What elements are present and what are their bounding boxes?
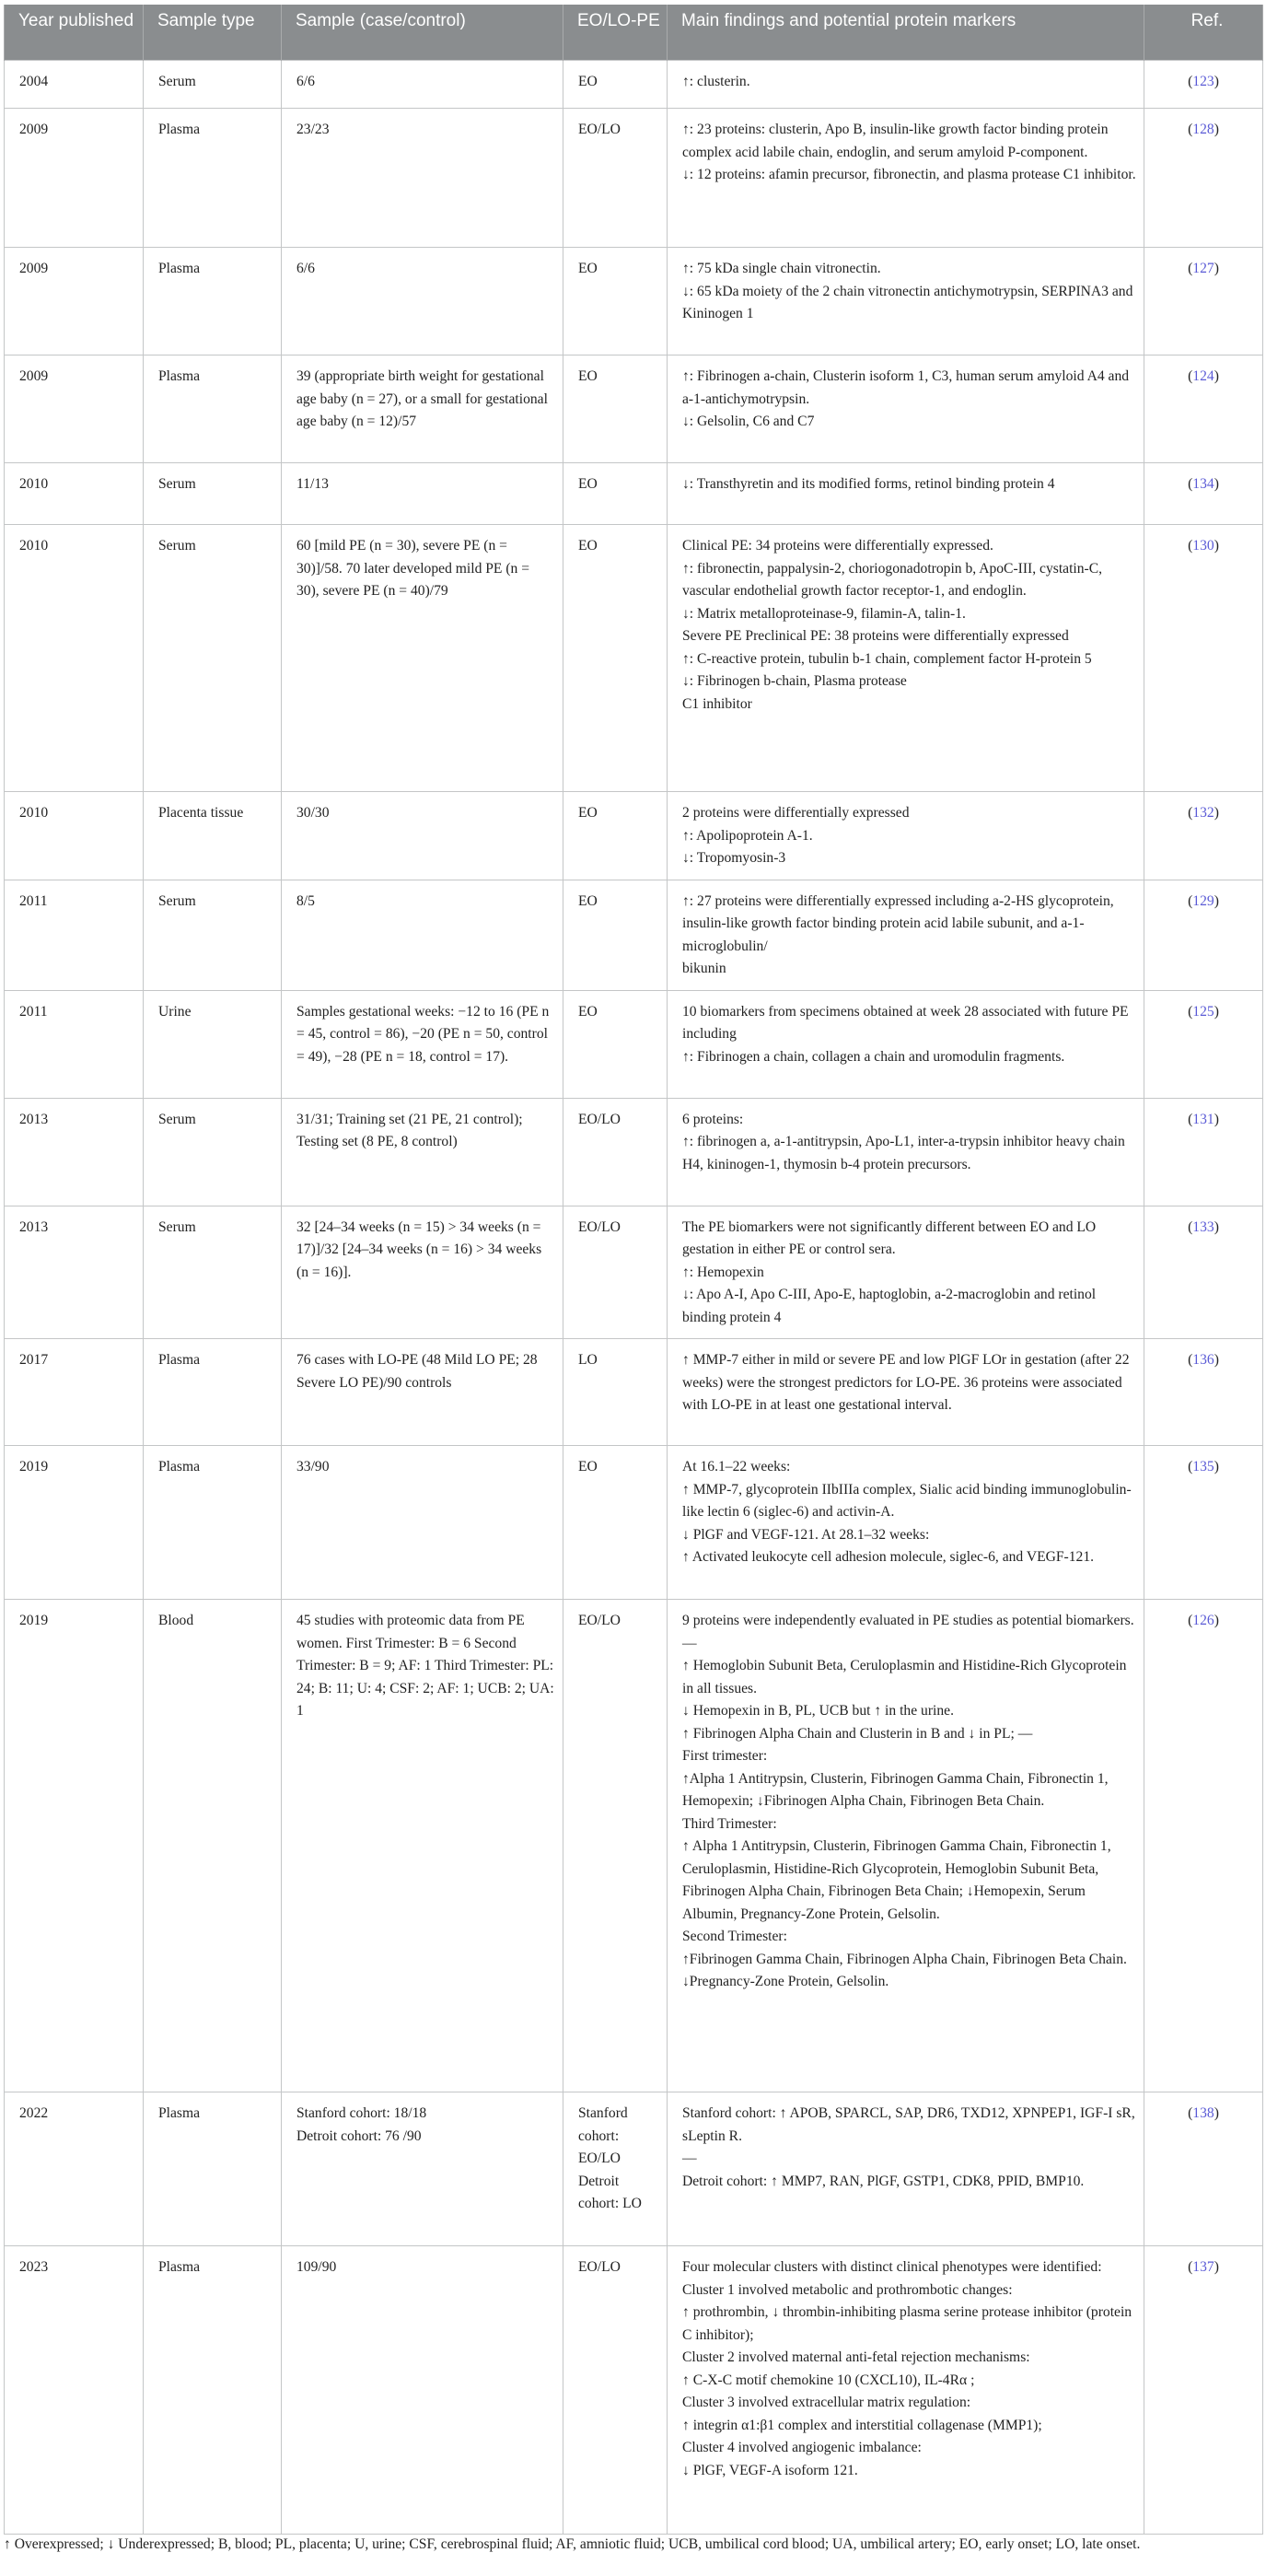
cell-eolo [563,880,668,990]
eolo-line: EO [578,261,598,276]
cell-sample [282,2092,563,2246]
reference-link[interactable]: 132 [1192,805,1214,821]
cell-eolo [563,1600,668,2092]
finding-line: ↑: Fibrinogen a-chain, Clusterin isoform 1, C3, human serum amyloid A4 and a-1-antichymotrypsin. [682,368,1130,407]
cell-sample [282,1206,563,1339]
ref-paren-close: ) [1214,74,1219,89]
ref-paren-open: ( [1188,892,1193,909]
cell-ref [1144,2246,1263,2535]
reference-link[interactable]: 134 [1192,476,1214,492]
finding-line: 9 proteins were independently evaluated in PE studies as potential biomarkers. [682,1613,1134,1628]
cell-ref [1144,2092,1263,2246]
finding-line: 6 proteins: [682,1111,744,1127]
ref-paren-open: ( [1188,1352,1193,1368]
cell-year: 2010 [5,525,144,792]
finding-line: ↓ PlGF, VEGF-A isoform 121. [682,2462,858,2478]
sample-line: Stanford cohort: 18/18 [296,2105,427,2121]
ref-paren-open: ( [1188,74,1193,89]
table-row [5,356,1263,463]
cell-sample-type: Serum [144,1206,282,1339]
finding-line: ↑ Alpha 1 Antitrypsin, Clusterin, Fibrinogen Gamma Chain, Fibronectin 1, Ceruloplasmin, Histidine-Rich Glycoprotein, Hemoglobin Subunit Beta, Fibrinogen Alpha Chain, Fibrinogen Beta Chain; ↓Hemopexin, Serum Albumin, Pregnancy-Zone Protein, Gelsolin. [682,1838,1111,1922]
finding-line: ↓: Gelsolin, C6 and C7 [682,414,815,429]
reference-link[interactable]: 138 [1192,2105,1214,2121]
cell-year: 2009 [5,356,144,463]
finding-line: ↑: Fibrinogen a chain, collagen a chain and uromodulin fragments. [682,1048,1065,1065]
finding-line: At 16.1–22 weeks: [682,1459,791,1474]
finding-line: Clinical PE: 34 proteins were differentially expressed. [682,538,993,554]
sample-line: 39 (appropriate birth weight for gestational age baby (n = 27), or a small for gestational age baby (n = 12)/57 [296,368,548,429]
ref-paren-close: ) [1214,805,1219,821]
finding-line: ↑: C-reactive protein, tubulin b-1 chain, complement factor H-protein 5 [682,650,1092,667]
eolo-line: Detroit cohort: LO [578,2173,642,2211]
reference-link[interactable]: 125 [1192,1003,1214,1020]
ref-paren-open: ( [1188,1003,1193,1020]
cell-sample-type: Serum [144,525,282,792]
table-footnote: ↑ Overexpressed; ↓ Underexpressed; B, blood; PL, placenta; U, urine; CSF, cerebrospinal fluid; AF, amniotic fluid; UCB, umbilical cord blood; UA, umbilical artery; EO, early onset; LO, late onset. [4,2536,1141,2552]
cell-sample [282,248,563,356]
cell-year: 2009 [5,109,144,248]
sample-line: 30/30 [296,805,330,821]
header-ref: Ref. [1144,5,1263,61]
cell-eolo [563,990,668,1098]
eolo-line: EO/LO [578,2259,621,2275]
sample-line: 33/90 [296,1459,330,1474]
eolo-line: EO [578,538,598,554]
cell-sample-type: Urine [144,990,282,1098]
finding-line: ↑: fibrinogen a, a-1-antitrypsin, Apo-L1, inter-a-trypsin inhibitor heavy chain H4, kininogen-1, thymosin b-4 protein precursors. [682,1134,1125,1172]
eolo-line: EO/LO [578,1218,621,1235]
cell-sample [282,2246,563,2535]
finding-line: ↓: 12 proteins: afamin precursor, fibronectin, and plasma protease C1 inhibitor. [682,167,1136,182]
header-sample-type: Sample type [144,5,282,61]
cell-ref [1144,1600,1263,2092]
sample-line: 6/6 [296,261,315,276]
finding-line: ↓Pregnancy-Zone Protein, Gelsolin. [682,1974,889,1989]
ref-paren-close: ) [1214,1003,1219,1020]
cell-year: 2022 [5,2092,144,2246]
table-row [5,463,1263,525]
cell-eolo [563,2246,668,2535]
cell-sample-type: Plasma [144,356,282,463]
header-eolo: EO/LO-PE [563,5,668,61]
reference-link[interactable]: 133 [1192,1218,1214,1235]
table-row [5,248,1263,356]
cell-sample [282,990,563,1098]
ref-paren-close: ) [1214,1111,1219,1127]
cell-sample-type: Plasma [144,2246,282,2535]
cell-findings [668,248,1144,356]
eolo-line: EO/LO [578,1111,621,1127]
cell-sample [282,463,563,525]
finding-line: Stanford cohort: ↑ APOB, SPARCL, SAP, DR6, TXD12, XPNPEP1, IGF-I sR, sLeptin R. [682,2105,1135,2144]
ref-paren-open: ( [1188,2105,1193,2121]
finding-line: ↓ Hemopexin in B, PL, UCB but ↑ in the urine. [682,1703,954,1719]
reference-link[interactable]: 135 [1192,1459,1214,1474]
header-sample: Sample (case/control) [282,5,563,61]
sample-line: 45 studies with proteomic data from PE women. First Trimester: B = 6 Second Trimester: B = 9; AF: 1 Third Trimester: PL: 24; B: 11; U: 4; CSF: 2; AF: 1; UCB: 2; UA: 1 [296,1613,554,1719]
reference-link[interactable]: 126 [1192,1613,1214,1628]
finding-line: ↑ C-X-C motif chemokine 10 (CXCL10), IL-4Rα ; [682,2372,975,2388]
reference-link[interactable]: 129 [1192,892,1214,909]
cell-eolo [563,1339,668,1446]
cell-year: 2004 [5,61,144,109]
cell-sample-type: Serum [144,880,282,990]
finding-line: ↑ prothrombin, ↓ thrombin-inhibiting plasma serine protease inhibitor (protein C inhibitor); [682,2304,1132,2343]
cell-ref [1144,1339,1263,1446]
cell-eolo [563,525,668,792]
cell-eolo [563,792,668,880]
finding-line: ↑ MMP-7, glycoprotein IIbIIIa complex, Sialic acid binding immunoglobulin-like lectin 6 (siglec-6) and activin-A. [682,1481,1132,1520]
finding-line: — [682,2151,697,2166]
cell-ref [1144,61,1263,109]
eolo-line: EO/LO [578,1613,621,1628]
ref-paren-close: ) [1214,538,1219,554]
reference-link[interactable]: 123 [1192,74,1214,89]
cell-findings [668,2246,1144,2535]
cell-year: 2011 [5,990,144,1098]
cell-sample [282,61,563,109]
reference-link[interactable]: 124 [1192,368,1214,384]
ref-paren-close: ) [1214,1352,1219,1368]
reference-link[interactable]: 127 [1192,261,1214,276]
reference-link[interactable]: 128 [1192,122,1214,137]
finding-line: ↓: Fibrinogen b-chain, Plasma protease [682,673,907,689]
ref-paren-open: ( [1188,476,1193,492]
sample-line: 60 [mild PE (n = 30), severe PE (n = 30)]/58. 70 later developed mild PE (n = 30), severe PE (n = 40)/79 [296,538,530,599]
finding-line: — [682,1635,697,1651]
table-row [5,109,1263,248]
table-row [5,61,1263,109]
finding-line: Third Trimester: [682,1815,777,1832]
cell-findings [668,1339,1144,1446]
cell-sample-type: Plasma [144,1446,282,1600]
cell-findings [668,1206,1144,1339]
cell-year: 2009 [5,248,144,356]
eolo-line: EO [578,74,598,89]
ref-paren-open: ( [1188,261,1193,276]
cell-eolo [563,463,668,525]
eolo-line: EO [578,476,598,492]
finding-line: Cluster 1 involved metabolic and prothrombotic changes: [682,2281,1013,2298]
cell-findings [668,109,1144,248]
reference-link[interactable]: 130 [1192,538,1214,554]
cell-year: 2013 [5,1098,144,1206]
cell-year: 2017 [5,1339,144,1446]
cell-year: 2019 [5,1600,144,2092]
sample-line: 6/6 [296,74,315,89]
cell-ref [1144,1446,1263,1600]
finding-line: ↑: fibronectin, pappalysin-2, choriogonadotropin b, ApoC-III, cystatin-C, vascular endothelial growth factor receptor-1, and endoglin. [682,560,1103,599]
cell-sample [282,525,563,792]
ref-paren-close: ) [1214,1613,1219,1628]
cell-ref [1144,109,1263,248]
cell-sample [282,792,563,880]
finding-line: ↑: Apolipoprotein A-1. [682,827,813,844]
finding-line: Cluster 4 involved angiogenic imbalance: [682,2440,922,2455]
finding-line: bikunin [682,961,726,976]
finding-line: ↑: Hemopexin [682,1264,764,1280]
finding-line: ↓: Tropomyosin-3 [682,850,786,866]
table-row [5,1600,1263,2092]
cell-sample-type: Plasma [144,1339,282,1446]
ref-paren-close: ) [1214,2259,1219,2275]
eolo-line: EO/LO [578,122,621,137]
cell-eolo [563,1098,668,1206]
ref-paren-open: ( [1188,805,1193,821]
sample-line: 31/31; Training set (21 PE, 21 control); Testing set (8 PE, 8 control) [296,1111,523,1149]
cell-year: 2023 [5,2246,144,2535]
eolo-line: EO [578,1459,598,1474]
cell-sample [282,1600,563,2092]
table-row [5,1339,1263,1446]
cell-sample [282,109,563,248]
finding-line: Kininogen 1 [682,306,754,321]
eolo-line: EO [578,1003,598,1020]
cell-sample [282,1446,563,1600]
reference-link[interactable]: 137 [1192,2259,1214,2275]
cell-year: 2013 [5,1206,144,1339]
finding-line: Severe PE Preclinical PE: 38 proteins were differentially expressed [682,628,1069,644]
finding-line: First trimester: [682,1748,768,1764]
finding-line: C1 inhibitor [682,695,752,712]
table-row [5,792,1263,880]
cell-eolo [563,248,668,356]
cell-ref [1144,525,1263,792]
finding-line: ↑ MMP-7 either in mild or severe PE and low PlGF LOr in gestation (after 22 weeks) were the strongest predictors for LO-PE. 36 proteins were associated with LO-PE in at least one gestational interval. [682,1352,1130,1413]
cell-year: 2010 [5,792,144,880]
cell-sample-type: Serum [144,61,282,109]
cell-ref [1144,990,1263,1098]
finding-line: ↑: 75 kDa single chain vitronectin. [682,261,881,276]
cell-sample-type: Blood [144,1600,282,2092]
finding-line: The PE biomarkers were not significantly different between EO and LO gestation in either PE or control sera. [682,1218,1097,1257]
cell-sample-type: Plasma [144,2092,282,2246]
cell-findings [668,525,1144,792]
finding-line: Detroit cohort: ↑ MMP7, RAN, PlGF, GSTP1, CDK8, PPID, BMP10. [682,2173,1085,2189]
cell-ref [1144,880,1263,990]
eolo-line: LO [578,1352,598,1368]
eolo-line: EO [578,805,598,821]
ref-paren-close: ) [1214,2105,1219,2121]
sample-line: Samples gestational weeks: −12 to 16 (PE n = 45, control = 86), −20 (PE n = 50, control = 49), −28 (PE n = 18, control = 17). [296,1003,550,1065]
table-row [5,2092,1263,2246]
cell-sample [282,1339,563,1446]
finding-line: ↑ Fibrinogen Alpha Chain and Clusterin in B and ↓ in PL; — [682,1725,1033,1742]
cell-sample-type: Serum [144,463,282,525]
ref-paren-open: ( [1188,368,1193,384]
ref-paren-close: ) [1214,122,1219,137]
sample-line: 23/23 [296,122,330,137]
finding-line: ↑ integrin α1:β1 complex and interstitial collagenase (MMP1); [682,2417,1042,2433]
cell-findings [668,463,1144,525]
cell-findings [668,792,1144,880]
finding-line: 2 proteins were differentially expressed [682,805,910,821]
cell-sample-type: Serum [144,1098,282,1206]
ref-paren-open: ( [1188,1218,1193,1235]
eolo-line: Stanford cohort: EO/LO [578,2105,628,2166]
ref-paren-open: ( [1188,122,1193,137]
eolo-line: EO [578,368,598,384]
cell-sample-type: Placenta tissue [144,792,282,880]
header-year: Year published [5,5,144,61]
cell-eolo [563,2092,668,2246]
table-row [5,525,1263,792]
cell-eolo [563,61,668,109]
table-body [5,61,1263,2535]
finding-line: Cluster 3 involved extracellular matrix regulation: [682,2395,971,2410]
cell-sample-type: Plasma [144,248,282,356]
cell-findings [668,880,1144,990]
finding-line: ↓: Apo A-I, Apo C-III, Apo-E, haptoglobin, a-2-macroglobin and retinol binding protein 4 [682,1287,1097,1325]
ref-paren-open: ( [1188,1613,1193,1628]
table-row [5,1206,1263,1339]
ref-paren-open: ( [1188,2259,1193,2275]
cell-findings [668,2092,1144,2246]
cell-sample-type: Plasma [144,109,282,248]
finding-line: ↑ Activated leukocyte cell adhesion molecule, siglec-6, and VEGF-121. [682,1549,1095,1565]
cell-eolo [563,109,668,248]
cell-eolo [563,356,668,463]
ref-paren-close: ) [1214,1459,1219,1474]
reference-link[interactable]: 131 [1192,1111,1214,1127]
ref-paren-close: ) [1214,476,1219,492]
ref-paren-open: ( [1188,1459,1193,1474]
cell-year: 2011 [5,880,144,990]
ref-paren-open: ( [1188,1111,1193,1127]
sample-line: 109/90 [296,2259,337,2275]
sample-line: 32 [24–34 weeks (n = 15) > 34 weeks (n = 17)]/32 [24–34 weeks (n = 16) > 34 weeks (n = 16)]. [296,1218,542,1280]
cell-sample [282,880,563,990]
sample-line: 76 cases with LO-PE (48 Mild LO PE; 28 Severe LO PE)/90 controls [296,1352,538,1391]
finding-line: ↑: 23 proteins: clusterin, Apo B, insulin-like growth factor binding protein complex acid labile chain, endoglin, and serum amyloid P-component. [682,122,1109,160]
finding-line: ↓: 65 kDa moiety of the 2 chain vitronectin antichymotrypsin, SERPINA3 and [682,283,1133,299]
cell-findings [668,61,1144,109]
cell-sample [282,1098,563,1206]
cell-ref [1144,248,1263,356]
sample-line: 11/13 [296,476,329,492]
sample-line: 8/5 [296,892,315,909]
finding-line: Four molecular clusters with distinct clinical phenotypes were identified: [682,2259,1102,2275]
finding-line: ↑ Hemoglobin Subunit Beta, Ceruloplasmin and Histidine-Rich Glycoprotein in all tissues. [682,1658,1127,1696]
cell-year: 2019 [5,1446,144,1600]
finding-line: ↑: 27 proteins were differentially expressed including a-2-HS glycoprotein, insulin-like growth factor binding protein acid labile subunit, and a-1-microglobulin/ [682,892,1114,954]
header-findings: Main findings and potential protein markers [668,5,1144,61]
cell-year: 2010 [5,463,144,525]
table-row [5,990,1263,1098]
finding-line: ↑Fibrinogen Gamma Chain, Fibrinogen Alpha Chain, Fibrinogen Beta Chain. [682,1951,1127,1967]
cell-eolo [563,1206,668,1339]
finding-line: ↑: clusterin. [682,74,750,89]
table-row [5,2246,1263,2535]
sample-line: Detroit cohort: 76 /90 [296,2127,422,2144]
finding-line: Second Trimester: [682,1929,787,1944]
cell-sample [282,356,563,463]
cell-ref [1144,1098,1263,1206]
cell-ref [1144,463,1263,525]
cell-findings [668,1098,1144,1206]
ref-paren-open: ( [1188,538,1193,554]
ref-paren-close: ) [1214,892,1219,909]
cell-ref [1144,1206,1263,1339]
finding-line: 10 biomarkers from specimens obtained at week 28 associated with future PE including [682,1003,1129,1042]
finding-line: Cluster 2 involved maternal anti-fetal rejection mechanisms: [682,2349,1030,2365]
table-row [5,1098,1263,1206]
table-row [5,880,1263,990]
cell-findings [668,990,1144,1098]
cell-findings [668,1446,1144,1600]
finding-line: ↓: Transthyretin and its modified forms, retinol binding protein 4 [682,476,1055,492]
table-header-row [5,5,1263,61]
finding-line: ↑Alpha 1 Antitrypsin, Clusterin, Fibrinogen Gamma Chain, Fibronectin 1, Hemopexin; ↓Fibrinogen Alpha Chain, Fibrinogen Beta Chain. [682,1770,1109,1809]
ref-paren-close: ) [1214,261,1219,276]
cell-findings [668,356,1144,463]
finding-line: ↓ PlGF and VEGF-121. At 28.1–32 weeks: [682,1526,930,1543]
cell-findings [668,1600,1144,2092]
reference-link[interactable]: 136 [1192,1352,1214,1368]
cell-ref [1144,356,1263,463]
table-row [5,1446,1263,1600]
ref-paren-close: ) [1214,368,1219,384]
ref-paren-close: ) [1214,1218,1219,1235]
finding-line: ↓: Matrix metalloproteinase-9, filamin-A, talin-1. [682,605,966,622]
eolo-line: EO [578,892,598,909]
proteomics-table [4,5,1263,2535]
cell-eolo [563,1446,668,1600]
cell-ref [1144,792,1263,880]
